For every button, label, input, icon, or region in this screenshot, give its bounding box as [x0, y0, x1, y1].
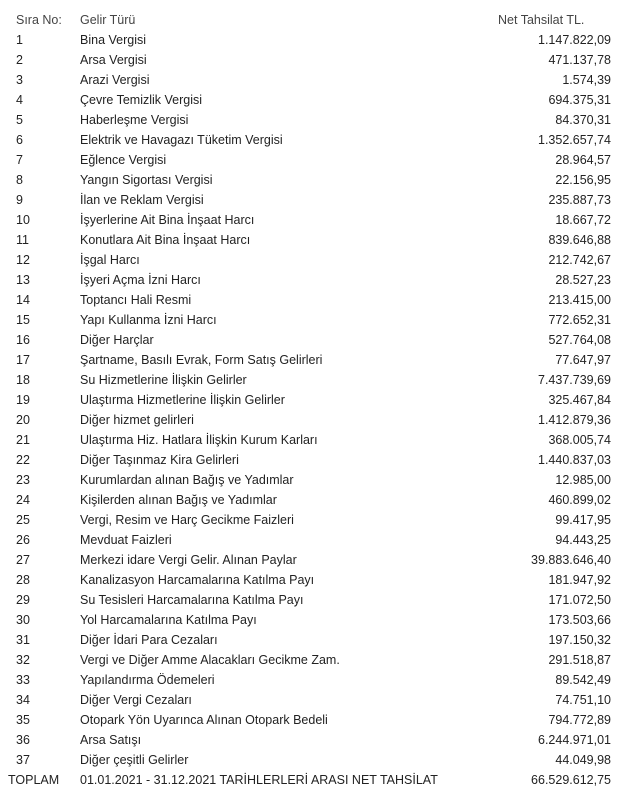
header-type: Gelir Türü	[80, 13, 136, 27]
row-no: 24	[16, 493, 30, 507]
row-type: Yapı Kullanma İzni Harcı	[80, 313, 217, 327]
row-type: Diğer hizmet gelirleri	[80, 413, 194, 427]
row-amount: 12.985,00	[555, 473, 611, 487]
table-row	[0, 210, 638, 230]
table-row	[0, 90, 638, 110]
row-no: 28	[16, 573, 30, 587]
row-no: 21	[16, 433, 30, 447]
row-type: Eğlence Vergisi	[80, 153, 167, 167]
table-row	[0, 330, 638, 350]
row-amount: 173.503,66	[548, 613, 611, 627]
row-amount: 1.440.837,03	[538, 453, 611, 467]
row-amount: 291.518,87	[548, 653, 611, 667]
row-no: 5	[16, 113, 23, 127]
row-type: Yol Harcamalarına Katılma Payı	[80, 613, 257, 627]
row-no: 6	[16, 133, 23, 147]
table-row	[0, 110, 638, 130]
row-no: 29	[16, 593, 30, 607]
row-type: Arazi Vergisi	[80, 73, 150, 87]
row-type: Çevre Temizlik Vergisi	[80, 93, 203, 107]
row-amount: 44.049,98	[555, 753, 611, 767]
table-row	[0, 350, 638, 370]
row-amount: 18.667,72	[555, 213, 611, 227]
row-type: İşyeri Açma İzni Harcı	[80, 273, 201, 287]
row-no: 37	[16, 753, 30, 767]
row-amount: 694.375,31	[548, 93, 611, 107]
row-amount: 460.899,02	[548, 493, 611, 507]
row-no: 13	[16, 273, 30, 287]
table-row	[0, 50, 638, 70]
table-row	[0, 250, 638, 270]
row-no: 31	[16, 633, 30, 647]
row-type: Otopark Yön Uyarınca Alınan Otopark Bedeli	[80, 713, 328, 727]
row-amount: 471.137,78	[548, 53, 611, 67]
table-row	[0, 370, 638, 390]
row-type: Ulaştırma Hiz. Hatlara İlişkin Kurum Karları	[80, 433, 318, 447]
table-row	[0, 690, 638, 710]
row-amount: 22.156,95	[555, 173, 611, 187]
table-row	[0, 650, 638, 670]
row-type: Haberleşme Vergisi	[80, 113, 189, 127]
row-amount: 213.415,00	[548, 293, 611, 307]
row-type: İlan ve Reklam Vergisi	[80, 193, 204, 207]
row-no: 12	[16, 253, 30, 267]
row-type: Su Hizmetlerine İlişkin Gelirler	[80, 373, 247, 387]
row-amount: 7.437.739,69	[538, 373, 611, 387]
row-type: Konutlara Ait Bina İnşaat Harcı	[80, 233, 251, 247]
row-amount: 1.412.879,36	[538, 413, 611, 427]
table-row	[0, 710, 638, 730]
row-type: Diğer Vergi Cezaları	[80, 693, 192, 707]
row-amount: 235.887,73	[548, 193, 611, 207]
row-amount: 77.647,97	[555, 353, 611, 367]
row-no: 10	[16, 213, 30, 227]
row-type: Vergi ve Diğer Amme Alacakları Gecikme Zam.	[80, 653, 340, 667]
row-amount: 839.646,88	[548, 233, 611, 247]
row-no: 32	[16, 653, 30, 667]
table-row	[0, 530, 638, 550]
row-no: 9	[16, 193, 23, 207]
row-no: 7	[16, 153, 23, 167]
table-row	[0, 450, 638, 470]
row-type: Kişilerden alınan Bağış ve Yadımlar	[80, 493, 277, 507]
header-no: Sıra No:	[16, 13, 62, 27]
row-amount: 39.883.646,40	[531, 553, 611, 567]
row-type: Arsa Vergisi	[80, 53, 147, 67]
table-row	[0, 270, 638, 290]
row-type: Diğer Harçlar	[80, 333, 154, 347]
row-type: Diğer çeşitli Gelirler	[80, 753, 189, 767]
row-type: Yangın Sigortası Vergisi	[80, 173, 213, 187]
total-amount: 66.529.612,75	[531, 773, 611, 787]
row-no: 22	[16, 453, 30, 467]
row-no: 34	[16, 693, 30, 707]
table-row	[0, 730, 638, 750]
row-no: 8	[16, 173, 23, 187]
row-type: Vergi, Resim ve Harç Gecikme Faizleri	[80, 513, 294, 527]
row-amount: 772.652,31	[548, 313, 611, 327]
row-no: 19	[16, 393, 30, 407]
table-row	[0, 310, 638, 330]
table-row	[0, 230, 638, 250]
table-row	[0, 430, 638, 450]
row-type: Toptancı Hali Resmi	[80, 293, 192, 307]
row-type: Su Tesisleri Harcamalarına Katılma Payı	[80, 593, 304, 607]
table-row	[0, 150, 638, 170]
table-row	[0, 290, 638, 310]
row-amount: 197.150,32	[548, 633, 611, 647]
row-no: 4	[16, 93, 23, 107]
row-type: İşgal Harcı	[80, 253, 140, 267]
row-amount: 527.764,08	[548, 333, 611, 347]
row-no: 1	[16, 33, 23, 47]
row-type: Kurumlardan alınan Bağış ve Yadımlar	[80, 473, 294, 487]
row-amount: 171.072,50	[548, 593, 611, 607]
row-no: 17	[16, 353, 30, 367]
row-no: 35	[16, 713, 30, 727]
row-type: Diğer Taşınmaz Kira Gelirleri	[80, 453, 239, 467]
table-row	[0, 170, 638, 190]
row-amount: 28.527,23	[555, 273, 611, 287]
row-no: 14	[16, 293, 30, 307]
table-row	[0, 30, 638, 50]
row-no: 11	[16, 233, 29, 247]
table-body	[0, 30, 638, 770]
table-row	[0, 130, 638, 150]
row-no: 27	[16, 553, 30, 567]
row-type: Ulaştırma Hizmetlerine İlişkin Gelirler	[80, 393, 285, 407]
table-header	[0, 10, 638, 30]
total-description: 01.01.2021 - 31.12.2021 TARİHLERLERİ ARASI NET TAHSİLAT	[80, 773, 438, 787]
row-amount: 28.964,57	[555, 153, 611, 167]
table-row	[0, 570, 638, 590]
row-type: Diğer İdari Para Cezaları	[80, 633, 218, 647]
row-no: 18	[16, 373, 30, 387]
row-amount: 181.947,92	[548, 573, 611, 587]
row-amount: 94.443,25	[555, 533, 611, 547]
row-no: 26	[16, 533, 30, 547]
row-amount: 99.417,95	[555, 513, 611, 527]
row-no: 23	[16, 473, 30, 487]
row-type: Mevduat Faizleri	[80, 533, 172, 547]
row-type: Kanalizasyon Harcamalarına Katılma Payı	[80, 573, 315, 587]
row-no: 30	[16, 613, 30, 627]
row-type: Şartname, Basılı Evrak, Form Satış Gelirleri	[80, 353, 323, 367]
table-row	[0, 510, 638, 530]
row-amount: 1.574,39	[562, 73, 611, 87]
row-type: Arsa Satışı	[80, 733, 142, 747]
row-no: 20	[16, 413, 30, 427]
table-row	[0, 630, 638, 650]
row-amount: 6.244.971,01	[538, 733, 611, 747]
table-row	[0, 750, 638, 770]
table-row	[0, 470, 638, 490]
row-type: Elektrik ve Havagazı Tüketim Vergisi	[80, 133, 283, 147]
row-type: Merkezi idare Vergi Gelir. Alınan Paylar	[80, 553, 297, 567]
row-no: 16	[16, 333, 30, 347]
row-amount: 89.542,49	[555, 673, 611, 687]
row-type: Yapılandırma Ödemeleri	[80, 673, 215, 687]
row-amount: 794.772,89	[548, 713, 611, 727]
total-row	[0, 770, 638, 790]
row-amount: 1.352.657,74	[538, 133, 611, 147]
row-no: 33	[16, 673, 30, 687]
table-row	[0, 670, 638, 690]
table-row	[0, 390, 638, 410]
row-no: 2	[16, 53, 23, 67]
table-row	[0, 610, 638, 630]
table-row	[0, 490, 638, 510]
row-amount: 368.005,74	[548, 433, 611, 447]
row-no: 3	[16, 73, 23, 87]
table-row	[0, 190, 638, 210]
table-row	[0, 590, 638, 610]
table-row	[0, 70, 638, 90]
header-amount: Net Tahsilat TL.	[498, 13, 585, 27]
row-no: 15	[16, 313, 30, 327]
total-label: TOPLAM	[8, 773, 60, 787]
row-type: Bina Vergisi	[80, 33, 147, 47]
row-amount: 325.467,84	[548, 393, 611, 407]
row-amount: 74.751,10	[555, 693, 611, 707]
row-amount: 212.742,67	[548, 253, 611, 267]
row-amount: 84.370,31	[555, 113, 611, 127]
row-type: İşyerlerine Ait Bina İnşaat Harcı	[80, 213, 255, 227]
table-row	[0, 550, 638, 570]
row-amount: 1.147.822,09	[538, 33, 611, 47]
row-no: 25	[16, 513, 30, 527]
table-row	[0, 410, 638, 430]
row-no: 36	[16, 733, 30, 747]
